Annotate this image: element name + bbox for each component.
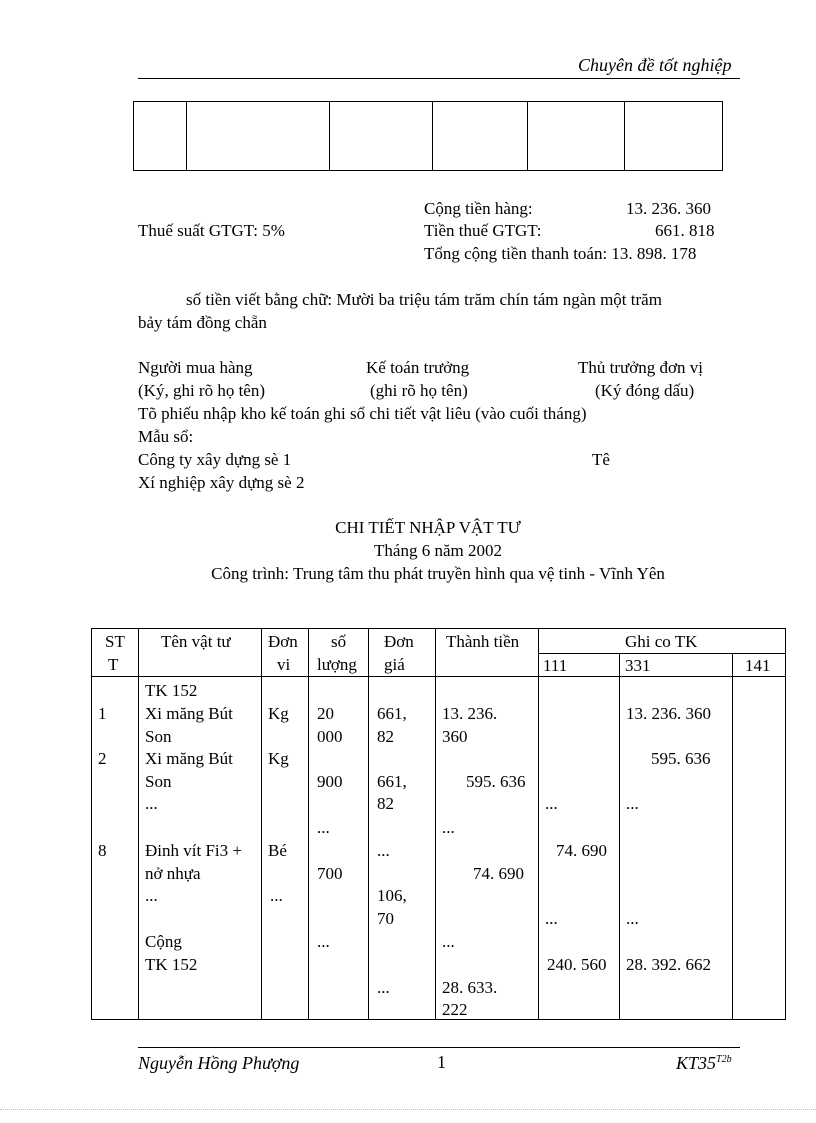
name-line: TK 152 — [145, 681, 198, 700]
signature-accountant-note: (ghi rõ họ tên) — [370, 381, 468, 400]
header-331 — [620, 653, 733, 677]
header-unit — [262, 629, 309, 677]
table-cell — [528, 102, 625, 171]
header-stt-2: T — [108, 655, 119, 674]
price-value: 106, — [377, 886, 407, 905]
invoice-table-fragment — [133, 101, 723, 171]
footer-rule — [138, 1047, 740, 1048]
header-qty-2: lượng — [317, 655, 357, 674]
amount-in-words-line2: bảy tám đồng chẵn — [138, 313, 267, 332]
amount-value: 28. 633. — [442, 978, 498, 997]
header-qty — [309, 629, 369, 677]
body-amount — [436, 677, 539, 1020]
body-331 — [620, 677, 733, 1020]
name-line: Đinh vít Fi3 + — [145, 841, 242, 860]
report-project: Công trình: Trung tâm thu phát truyền hình qua vệ tinh - Vĩnh Yên — [211, 564, 665, 583]
body-141 — [733, 677, 786, 1020]
qty-value: 700 — [317, 864, 343, 883]
header-credit-text: Ghi co TK — [625, 632, 698, 651]
body-qty — [309, 677, 369, 1020]
body-111 — [539, 677, 620, 1020]
header-name-text: Tên vật tư — [161, 632, 231, 651]
amount-value: 360 — [442, 727, 468, 746]
signature-accountant: Kế toán trưởng — [366, 358, 470, 377]
header-amount — [436, 629, 539, 677]
price-value: ... — [377, 978, 390, 997]
price-value: 661, — [377, 704, 407, 723]
amount-value: ... — [442, 818, 455, 837]
amount-value: ... — [442, 932, 455, 951]
name-line: ... — [145, 886, 158, 905]
body-unit — [262, 677, 309, 1020]
header-name — [139, 629, 262, 677]
name-line: TK 152 — [145, 955, 198, 974]
c111-value: 240. 560 — [547, 955, 607, 974]
qty-value: 900 — [317, 772, 343, 791]
stt-2: 2 — [98, 749, 107, 768]
name-line: Cộng — [145, 932, 182, 951]
c331-value: ... — [626, 794, 639, 813]
header-unit-2: vi — [277, 655, 291, 674]
price-value: 82 — [377, 794, 394, 813]
price-value: 70 — [377, 909, 394, 928]
unit-value: Kg — [268, 704, 289, 723]
c111-value: 74. 690 — [556, 841, 607, 860]
c331-value: 13. 236. 360 — [626, 704, 711, 723]
header-price-2: giá — [384, 655, 405, 674]
c331-value: 595. 636 — [651, 749, 711, 768]
qty-value: ... — [317, 818, 330, 837]
signature-buyer-note: (Ký, ghi rõ họ tên) — [138, 381, 266, 400]
price-value: 82 — [377, 727, 394, 746]
table-cell — [330, 102, 433, 171]
amount-value: 595. 636 — [466, 772, 526, 791]
c331-value: ... — [626, 909, 639, 928]
price-value: ... — [377, 841, 390, 860]
template-label: Mẫu sổ: — [138, 427, 194, 446]
header-credit — [539, 629, 786, 654]
body-name — [139, 677, 262, 1020]
body-stt — [92, 677, 139, 1020]
header-price — [369, 629, 436, 677]
table-cell — [187, 102, 330, 171]
grand-total: Tổng cộng tiền thanh toán: 13. 898. 178 — [424, 244, 697, 263]
qty-value: ... — [317, 932, 330, 951]
material-detail-table — [91, 628, 786, 1020]
unit-value: ... — [270, 886, 283, 905]
report-month: Tháng 6 năm 2002 — [374, 541, 502, 560]
te-label: Tê — [592, 450, 610, 469]
vat-amount-label: Tiền thuế GTGT: — [424, 221, 542, 240]
report-title: CHI TIẾT NHẬP VẬT TƯ — [335, 518, 521, 537]
header-111-text: 111 — [543, 655, 568, 675]
qty-value: 20 — [317, 704, 334, 723]
header-amount-text: Thành tiền — [446, 632, 520, 651]
c111-value: ... — [545, 909, 558, 928]
page-bottom-edge — [0, 1109, 816, 1110]
total-goods-value: 13. 236. 360 — [626, 199, 711, 218]
footer-page-number: 1 — [437, 1052, 446, 1072]
table-cell — [134, 102, 187, 171]
qty-value: 000 — [317, 727, 343, 746]
footer-class-code-sup: T2b — [716, 1054, 732, 1065]
footer-author: Nguyễn Hồng Phượng — [138, 1053, 300, 1073]
unit-value: Bé — [268, 841, 287, 860]
unit-value: Kg — [268, 749, 289, 768]
header-331-text: 331 — [625, 655, 651, 675]
signature-head-note: (Ký đóng dấu) — [595, 381, 695, 400]
name-line: nở nhựa — [145, 864, 201, 883]
header-111 — [539, 653, 620, 677]
table-cell — [625, 102, 723, 171]
name-line: Son — [145, 727, 172, 746]
header-stt-1: ST — [105, 632, 125, 651]
header-stt — [92, 629, 139, 677]
note-line: Tõ phiếu nhập kho kế toán ghi sổ chi tiết vật liêu (vào cuối tháng) — [138, 404, 587, 423]
enterprise-name: Xí nghiệp xây dựng sè 2 — [138, 473, 305, 492]
table-cell — [433, 102, 528, 171]
total-goods-label: Cộng tiền hàng: — [424, 199, 533, 218]
amount-in-words-line1: số tiền viết bằng chữ: Mười ba triệu tám trăm chín tám ngàn một trăm — [186, 290, 662, 309]
name-line: Xi măng Bút — [145, 749, 233, 768]
header-141-text: 141 — [745, 655, 771, 675]
footer-class-code — [676, 1054, 732, 1072]
stt-1: 1 — [98, 704, 107, 723]
name-line: ... — [145, 794, 158, 813]
c111-value: ... — [545, 794, 558, 813]
signature-head: Thủ trưởng đơn vị — [578, 358, 703, 377]
name-line: Son — [145, 772, 172, 791]
stt-8: 8 — [98, 841, 107, 860]
amount-value: 74. 690 — [473, 864, 524, 883]
running-header: Chuyên đề tốt nghiệp — [578, 55, 732, 75]
header-141 — [733, 653, 786, 677]
price-value: 661, — [377, 772, 407, 791]
header-rule — [138, 78, 740, 79]
header-price-1: Đơn — [384, 632, 414, 651]
vat-rate: Thuế suất GTGT: 5% — [138, 221, 285, 240]
signature-buyer: Người mua hàng — [138, 358, 253, 377]
amount-value: 222 — [442, 1000, 468, 1019]
header-unit-1: Đơn — [268, 632, 298, 651]
amount-value: 13. 236. — [442, 704, 498, 723]
company-name: Công ty xây dựng sè 1 — [138, 450, 292, 469]
body-price — [369, 677, 436, 1020]
c331-value: 28. 392. 662 — [626, 955, 711, 974]
footer-class-code-main: KT35 — [676, 1053, 717, 1073]
name-line: Xi măng Bút — [145, 704, 233, 723]
vat-amount-value: 661. 818 — [655, 221, 715, 240]
header-qty-1: số — [331, 632, 347, 651]
